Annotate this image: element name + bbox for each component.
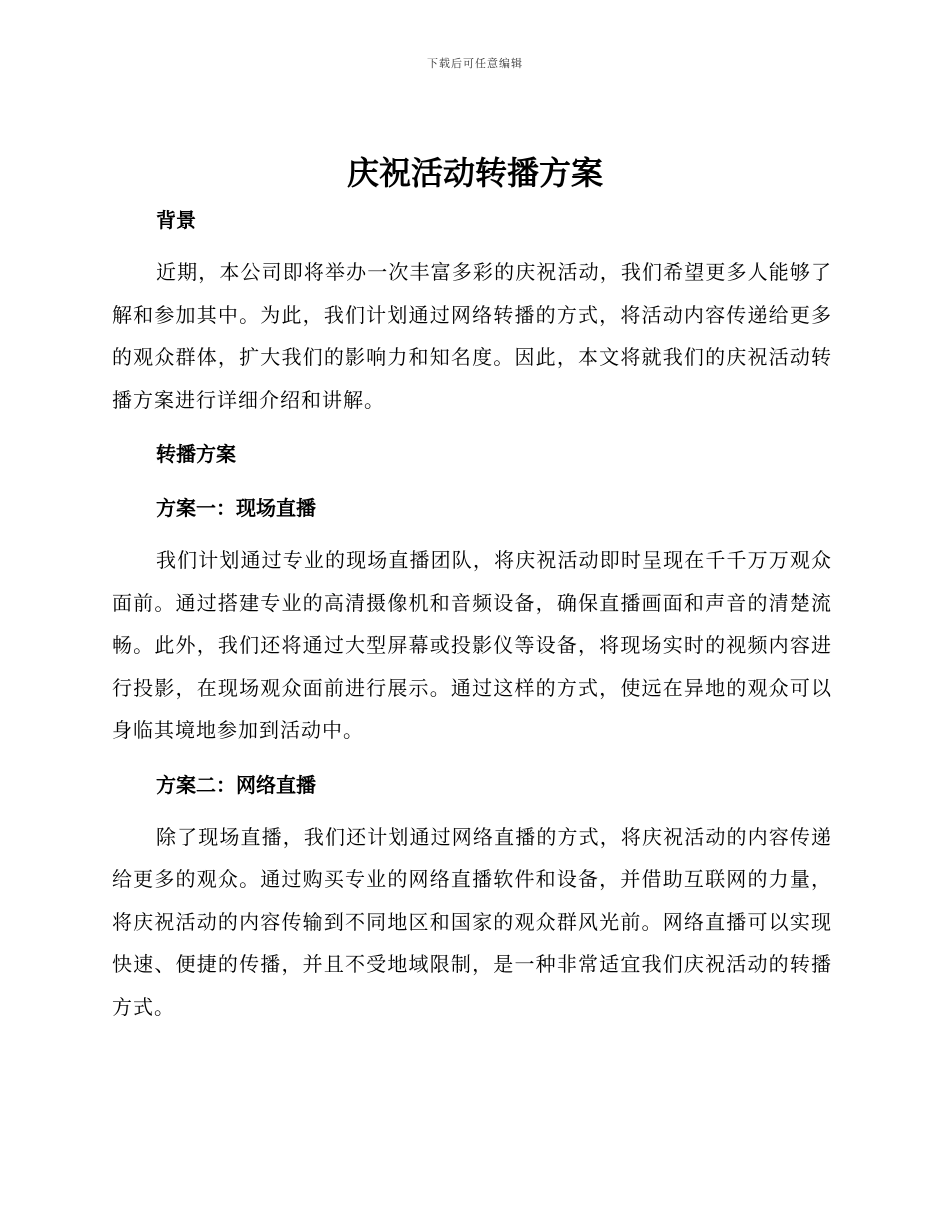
section-heading-plan-two: 方案二：网络直播 <box>156 772 316 797</box>
section-paragraph-background: 近期，本公司即将举办一次丰富多彩的庆祝活动，我们希望更多人能够了解和参加其中。为此，我们计划通过网络转播的方式，将活动内容传递给更多的观众群体，扩大我们的影响力和知名度。因此，本文将就我们的庆祝活动转播方案进行详细介绍和讲解。 <box>112 260 832 412</box>
page-header-note: 下载后可任意编辑 <box>427 57 523 70</box>
section-heading-plan-one: 方案一：现场直播 <box>156 496 316 520</box>
document-body <box>112 199 832 1028</box>
section-heading-background: 背景 <box>156 208 196 232</box>
section-paragraph-plan-one: 我们计划通过专业的现场直播团队，将庆祝活动即时呈现在千千万万观众面前。通过搭建专业的高清摄像机和音频设备，确保直播画面和声音的清楚流畅。此外，我们还将通过大型屏幕或投影仪等设备，将现场实时的视频内容进行投影，在现场观众面前进行展示。通过这样的方式，使远在异地的观众可以身临其境地参加到活动中。 <box>112 548 832 742</box>
section-paragraph-plan-two: 除了现场直播，我们还计划通过网络直播的方式，将庆祝活动的内容传递给更多的观众。通过购买专业的网络直播软件和设备，并借助互联网的力量，将庆祝活动的内容传输到不同地区和国家的观众群风光前。网络直播可以实现快速、便捷的传播，并且不受地域限制，是一种非常适宜我们庆祝活动的转播方式。 <box>112 824 832 1019</box>
section-heading-broadcast-plan: 转播方案 <box>156 442 236 466</box>
document-title: 庆祝活动转播方案 <box>346 154 603 192</box>
